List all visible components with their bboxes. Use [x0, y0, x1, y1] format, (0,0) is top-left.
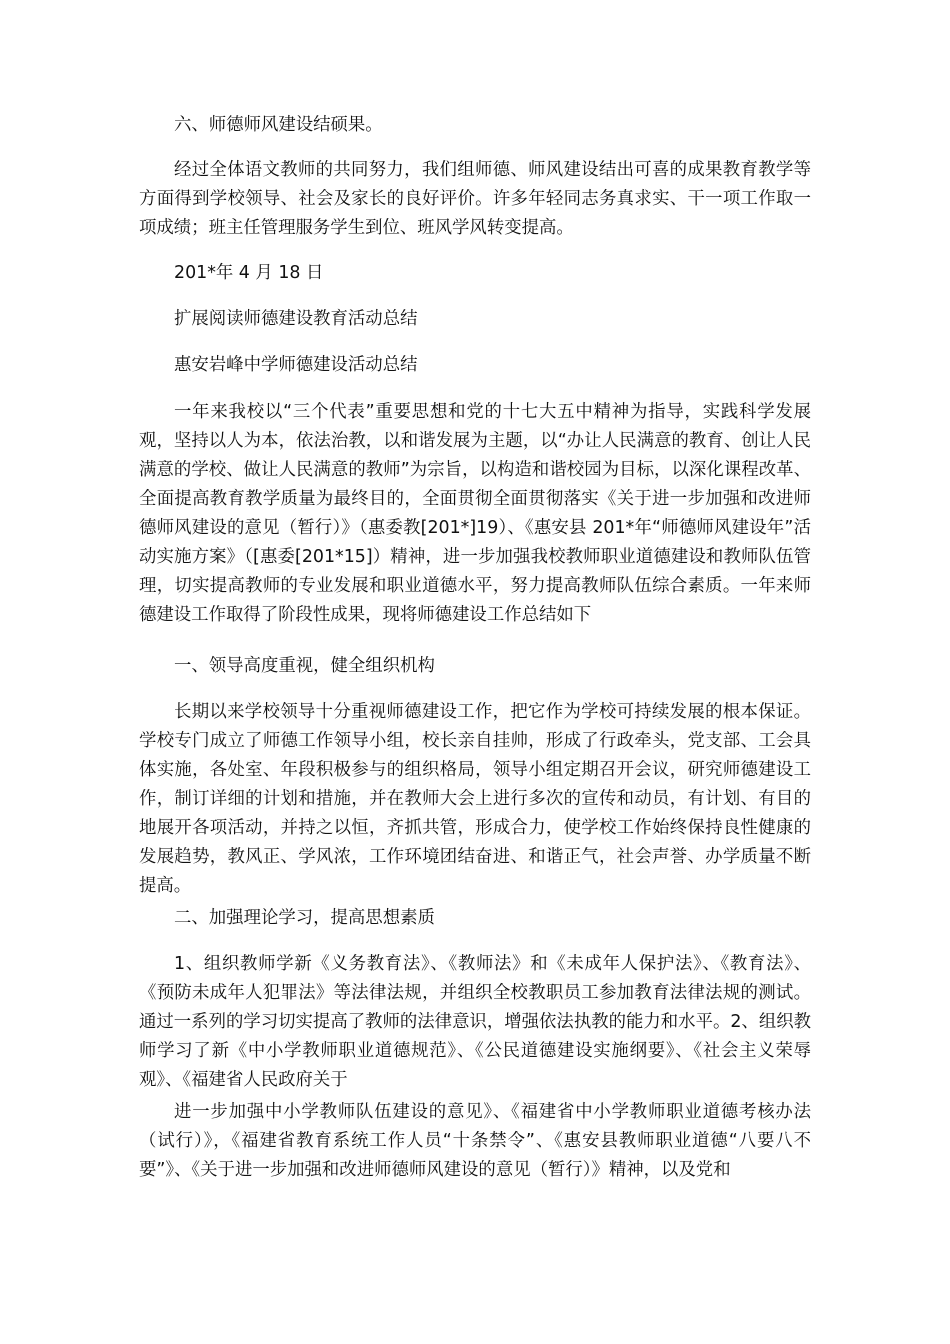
- date-line: 201*年 4 月 18 日: [174, 263, 324, 283]
- section-heading-one: 一、领导高度重视，健全组织机构: [174, 656, 435, 676]
- section-heading-six: 六、师德师风建设结硕果。: [174, 115, 383, 135]
- paragraph-continued: 进一步加强中小学教师队伍建设的意见》、《福建省中小学教师职业道德考核办法（试行）》，《福建省教育系统工作人员“十条禁令”、《惠安县教师职业道德“八要八不要”》、《关于进一步加强和改进师德师风建设的意见（暂行）》精神，以及党和: [139, 1102, 811, 1180]
- paragraph-theory-study: 1、组织教师学新《义务教育法》、《教师法》和《未成年人保护法》、《教育法》、《预防未成年人犯罪法》等法律法规，并组织全校教职员工参加教育法律法规的测试。通过一系列的学习切实提高了教师的法律意识，增强依法执教的能力和水平。2、组织教师学习了新《中小学教师职业道德规范》、《公民道德建设实施纲要》、《社会主义荣辱观》、《福建省人民政府关于: [139, 954, 811, 1090]
- paragraph-achievements: 经过全体语文教师的共同努力，我们组师德、师风建设结出可喜的成果教育教学等方面得到学校领导、社会及家长的良好评价。许多年轻同志务真求实、干一项工作取一项成绩；班主任管理服务学生到位、班风学风转变提高。: [139, 160, 811, 238]
- paragraph-leadership: 长期以来学校领导十分重视师德建设工作，把它作为学校可持续发展的根本保证。学校专门成立了师德工作领导小组，校长亲自挂帅，形成了行政牵头，党支部、工会具体实施，各处室、年段积极参与的组织格局，领导小组定期召开会议，研究师德建设工作，制订详细的计划和措施，并在教师大会上进行多次的宣传和动员，有计划、有目的地展开各项活动，并持之以恒，齐抓共管，形成合力，使学校工作始终保持良性健康的发展趋势，教风正、学风浓，工作环境团结奋进、和谐正气，社会声誉、办学质量不断提高。: [139, 702, 811, 896]
- school-summary-title: 惠安岩峰中学师德建设活动总结: [174, 355, 418, 375]
- section-heading-two: 二、加强理论学习，提高思想素质: [174, 908, 435, 928]
- paragraph-intro: 一年来我校以“三个代表”重要思想和党的十七大五中精神为指导，实践科学发展观，坚持以人为本，依法治教，以和谐发展为主题，以“办让人民满意的教育、创让人民满意的学校、做让人民满意的教师”为宗旨，以构造和谐校园为目标，以深化课程改革、全面提高教育教学质量为最终目的，全面贯彻全面贯彻落实《关于进一步加强和改进师德师风建设的意见（暂行）》（惠委教[201*]19）、《惠安县 201*年“师德师风建设年”活动实施方案》（[惠委[201*15]）精神，进一步加强我校教师职业道德建设和教师队伍管理，切实提高教师的专业发展和职业道德水平，努力提高教师队伍综合素质。一年来师德建设工作取得了阶段性成果，现将师德建设工作总结如下: [139, 402, 811, 625]
- extended-reading-title: 扩展阅读师德建设教育活动总结: [174, 309, 418, 329]
